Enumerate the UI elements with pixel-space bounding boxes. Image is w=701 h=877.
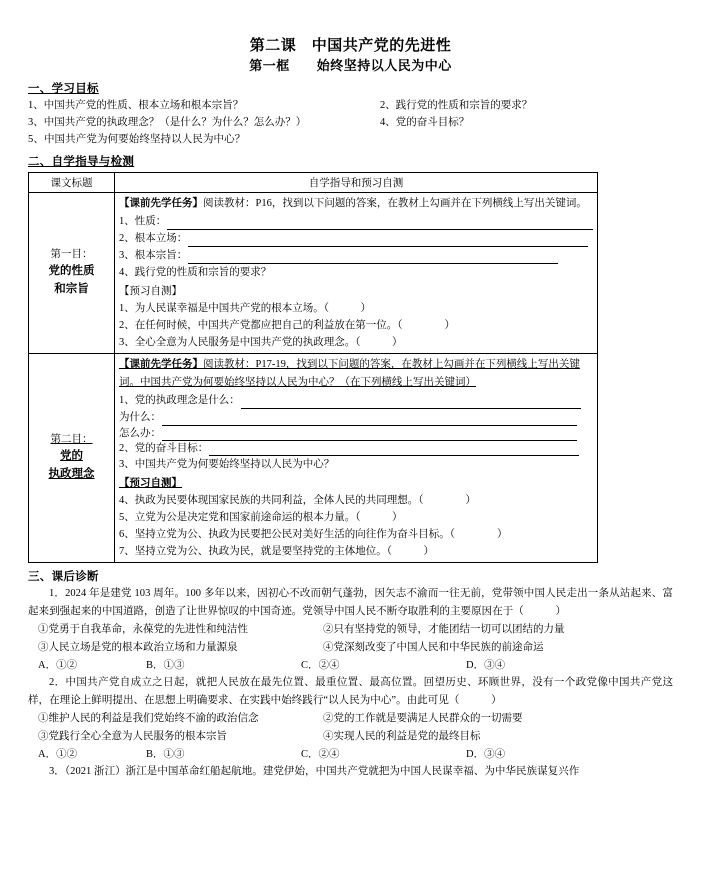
fill-blank-line [119,392,593,409]
quiz-option[interactable]: ②党的工作就是要满足人民群众的一切需要 [323,713,523,725]
section-heading-objectives: 一、学习目标 [28,82,99,95]
fill-blank-line [119,230,593,247]
section-heading-diagnosis: 三、课后诊断 [28,571,99,584]
quiz-option-row [28,621,673,639]
quiz-option[interactable]: ④实现人民的利益是党的最终目标 [323,730,481,742]
answer-blank[interactable] [162,430,577,441]
pre-class-task-heading [119,195,593,212]
section-heading-guide: 二、自学指导与检测 [28,155,135,168]
quiz-question-stem: 3．（2021 浙江）浙江是中国革命红船起航地。建党伊始，中国共产党就把为中国人民谋幸福、为中华民族谋复兴作 [49,766,580,778]
quiz-option[interactable]: ④党深刻改变了中国人民和中华民族的前途命运 [323,641,544,653]
self-test-item[interactable]: 5、立党为公是决定党和国家前途命运的根本力量。（ ） [119,512,403,524]
answer-blank[interactable] [188,253,558,264]
open-question: 4、践行党的性质和宗旨的要求？ [119,266,272,278]
row-label-section-one [29,192,115,353]
fill-blank-line [119,409,593,426]
quiz-choice-d[interactable]: D．③④ [466,748,506,760]
open-question: 3、中国共产党为何要始终坚持以人民为中心？ [119,459,335,471]
self-test-item[interactable]: 1、为人民谋幸福是中国共产党的根本立场。（ ） [119,302,371,314]
task-tag: 【课前先学任务】 [119,197,203,209]
task-tag: 【课前先学任务】 [119,358,203,370]
quiz-choice-row [28,746,673,764]
fill-blank-label: 1、党的执政理念是什么： [119,394,240,406]
fill-blank-label: 为什么： [119,411,161,423]
pre-class-task-heading [119,356,593,373]
quiz-choice-d[interactable]: D．③④ [466,659,506,671]
fill-blank-label: 2、根本立场： [119,232,188,244]
quiz-choice-a[interactable]: A．①② [38,659,78,671]
table-header-row [29,172,598,192]
quiz-choice-b[interactable]: B．①③ [146,748,185,760]
table-header-guide: 自学指导和预习自测 [115,172,598,192]
quiz-option[interactable]: ③人民立场是党的根本政治立场和力量源泉 [38,641,238,653]
fill-blank-label: 1、性质： [119,215,167,227]
quiz-option[interactable]: ②只有坚持党的领导，才能团结一切可以团结的力量 [323,624,565,636]
quiz-option[interactable]: ①党勇于自我革命，永葆党的先进性和纯洁性 [38,624,248,636]
quiz-choice-c[interactable]: C．②④ [301,748,340,760]
worksheet-table [28,172,598,563]
answer-blank[interactable] [167,219,593,230]
self-test-item[interactable]: 3、全心全意为人民服务是中国共产党的执政理念。（ ） [119,336,403,348]
quiz-option[interactable]: ③党践行全心全意为人民服务的根本宗旨 [38,730,227,742]
objective-item: 4、党的奋斗目标？ [380,116,470,128]
answer-blank[interactable] [188,236,588,247]
quiz-choice-b[interactable]: B．①③ [146,659,185,671]
quiz-option-row [28,639,673,657]
row-label-line1: 第二目： [50,434,93,446]
quiz-option[interactable]: ①维护人民的利益是我们党始终不渝的政治信念 [38,713,259,725]
task-text: 阅读教材：P16，找到以下问题的答案，在教材上勾画并在下列横线上写出关键词。 [203,197,587,209]
self-test-item[interactable]: 7、坚持立党为公、执政为民，就是要坚持党的主体地位。（ ） [119,546,434,558]
objective-item: 3、中国共产党的执政理念？（是什么？为什么？怎么办？） [28,116,307,128]
fill-blank-line [119,247,593,264]
fill-blank-line [119,213,593,230]
objective-row [28,97,673,114]
row-content-section-one [115,192,598,353]
self-test-heading: 【预习自测】 [119,285,182,297]
self-test-item[interactable]: 4、执政为民要体现国家民族的共同利益，全体人民的共同理想。（ ） [119,495,476,507]
row-label-line3: 和宗旨 [54,282,89,295]
pre-class-task-heading-cont: 词。中国共产党为何要始终坚持以人民为中心？（在下列横线上写出关键词） [119,376,476,388]
objective-item: 1、中国共产党的性质、根本立场和根本宗旨？ [28,99,244,111]
row-content-section-two [115,353,598,562]
page-title: 第二课 中国共产党的先进性 [249,38,452,54]
table-row [29,353,598,562]
quiz-question-stem: 2．中国共产党自成立之日起，就把人民放在最先位置、最重位置、最高位置。回望历史、环顾世界，没有一个政党像中国共产党这样，在理论上鲜明提出、在思想上明确要求、在实践中始终践行“以人民为中心”。由此可见（ ） [28,677,673,707]
answer-blank[interactable] [241,398,581,409]
fill-blank-label: 3、根本宗旨： [119,249,188,261]
page-subtitle: 第一框 始终坚持以人民为中心 [249,58,452,74]
quiz-choice-a[interactable]: A．①② [38,748,78,760]
table-header-course-title: 课文标题 [29,172,115,192]
objective-item: 5、中国共产党为何要始终坚持以人民为中心？ [28,133,246,145]
fill-blank-label: 怎么办： [119,427,161,439]
answer-blank[interactable] [209,445,579,456]
fill-blank-label: 2、党的奋斗目标： [119,443,209,455]
row-label-line3: 执政理念 [48,468,95,481]
self-test-item[interactable]: 6、坚持立党为公、执政为民要把公民对美好生活的向往作为奋斗目标。（ ） [119,529,508,541]
row-label-line2: 党的 [60,450,83,463]
task-text: 阅读教材：P17-19，找到以下问题的答案，在教材上勾画并在下列横线上写出关键 [203,358,580,370]
self-test-heading: 【预习自测】 [119,478,182,490]
table-row [29,192,598,353]
quiz-choice-c[interactable]: C．②④ [301,659,340,671]
row-label-section-two [29,353,115,562]
fill-blank-line [119,426,593,441]
quiz-option-row [28,728,673,746]
fill-blank-line [119,441,593,456]
row-label-line1: 第一目： [50,248,93,260]
objective-item: 2、践行党的性质和宗旨的要求？ [380,99,533,111]
quiz-choice-row [28,657,673,675]
objective-row [28,114,673,131]
self-test-item[interactable]: 2、在任何时候，中国共产党都应把自己的利益放在第一位。（ ） [119,319,455,331]
quiz-option-row [28,710,673,728]
quiz-question-stem: 1．2024 年是建党 103 周年。100 多年以来，因初心不改而朝气蓬勃，因矢志不渝而一往无前，党带领中国人民走出一条从站起来、富起来到强起来的中国道路，创造了让世界惊叹的中国奇迹。党领导中国人民不断夺取胜利的主要原因在于（ ） [28,588,673,618]
answer-blank[interactable] [162,415,577,426]
row-label-line2: 党的性质 [48,265,95,278]
